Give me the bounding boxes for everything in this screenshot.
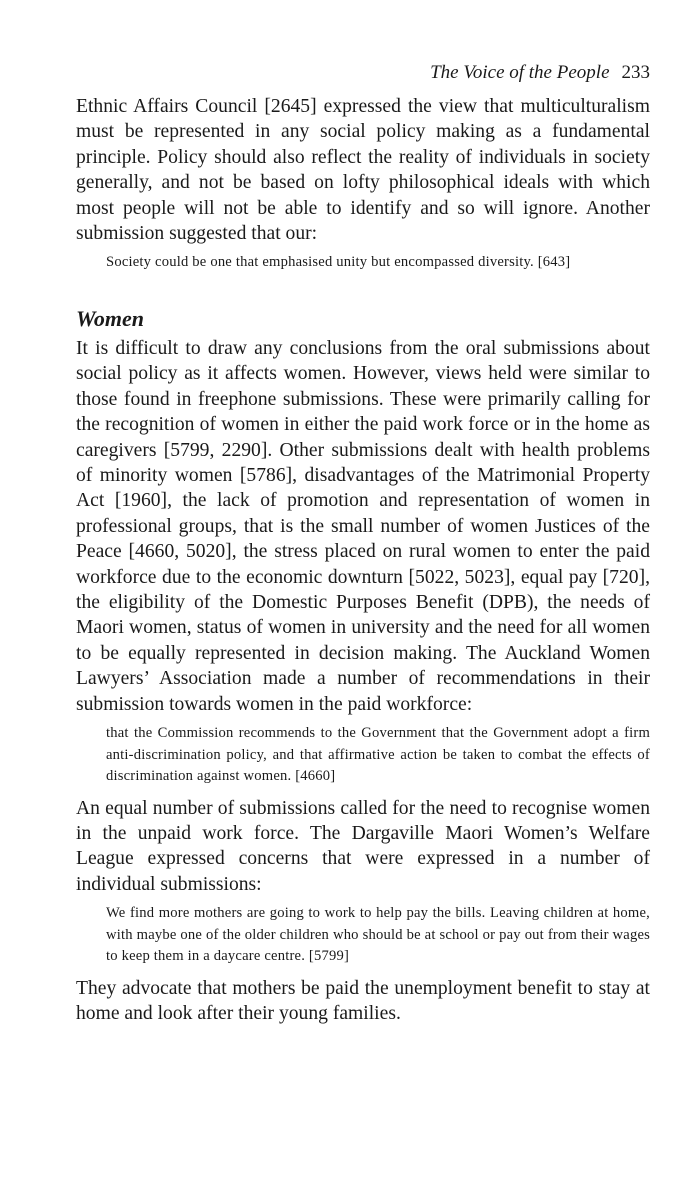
page-number: 233 <box>621 62 650 83</box>
quote-lawyers-association: that the Commission recommends to the Government that the Government adopt a firm anti-discrimination policy, and that affirmative action be taken to combat the effects of discrimination against women. [4660] <box>106 725 650 785</box>
paragraph-unpaid-work-force: An equal number of submissions called for the need to recognise women in the unpaid work force. The Dargaville Maori Women’s Welfare League expressed concerns that were expressed in a number of individual submissions: <box>76 797 650 895</box>
running-head <box>76 58 650 88</box>
paragraph-unemployment-benefit: They advocate that mothers be paid the unemployment benefit to stay at home and look after their young families. <box>76 977 650 1025</box>
section-heading-women: Women <box>76 305 145 331</box>
paragraph-women-submissions: It is difficult to draw any conclusions from the oral submissions about social policy as it affects women. However, views held were similar to those found in freephone submissions. These were primarily calling for the recognition of women in either the paid work force or in the home as caregivers [5799, 2290]. Other submissions dealt with health problems of minority women [5786], disadvantages of the Matrimonial Property Act [1960], the lack of promotion and representation of women in professional groups, that is the small number of women Justices of the Peace [4660, 5020], the stress placed on rural women to enter the paid workforce due to the economic downturn [5022, 5023], equal pay [720], the eligibility of the Domestic Purposes Benefit (DPB), the needs of Maori women, status of women in university and the need for all women to be equally represented in decision making. The Auckland Women Lawyers’ Association made a number of recommendations in their submission towards women in the paid workforce: <box>76 337 650 715</box>
quote-dargaville-league: We find more mothers are going to work to help pay the bills. Leaving children at home, with maybe one of the older children who should be at school or pay out from their wages to keep them in a daycare centre. [5799] <box>106 905 650 965</box>
paragraph-multiculturalism: Ethnic Affairs Council [2645] expressed the view that multiculturalism must be represented in any social policy making as a fundamental principle. Policy should also reflect the reality of individuals in society generally, and not be based on lofty philosophical ideals with which most people will not be able to identify and so will ignore. Another submission suggested that our: <box>76 96 650 245</box>
quote-unity-diversity: Society could be one that emphasised unity but encompassed diversity. [643] <box>106 254 571 271</box>
running-head-title: The Voice of the People <box>430 62 610 83</box>
